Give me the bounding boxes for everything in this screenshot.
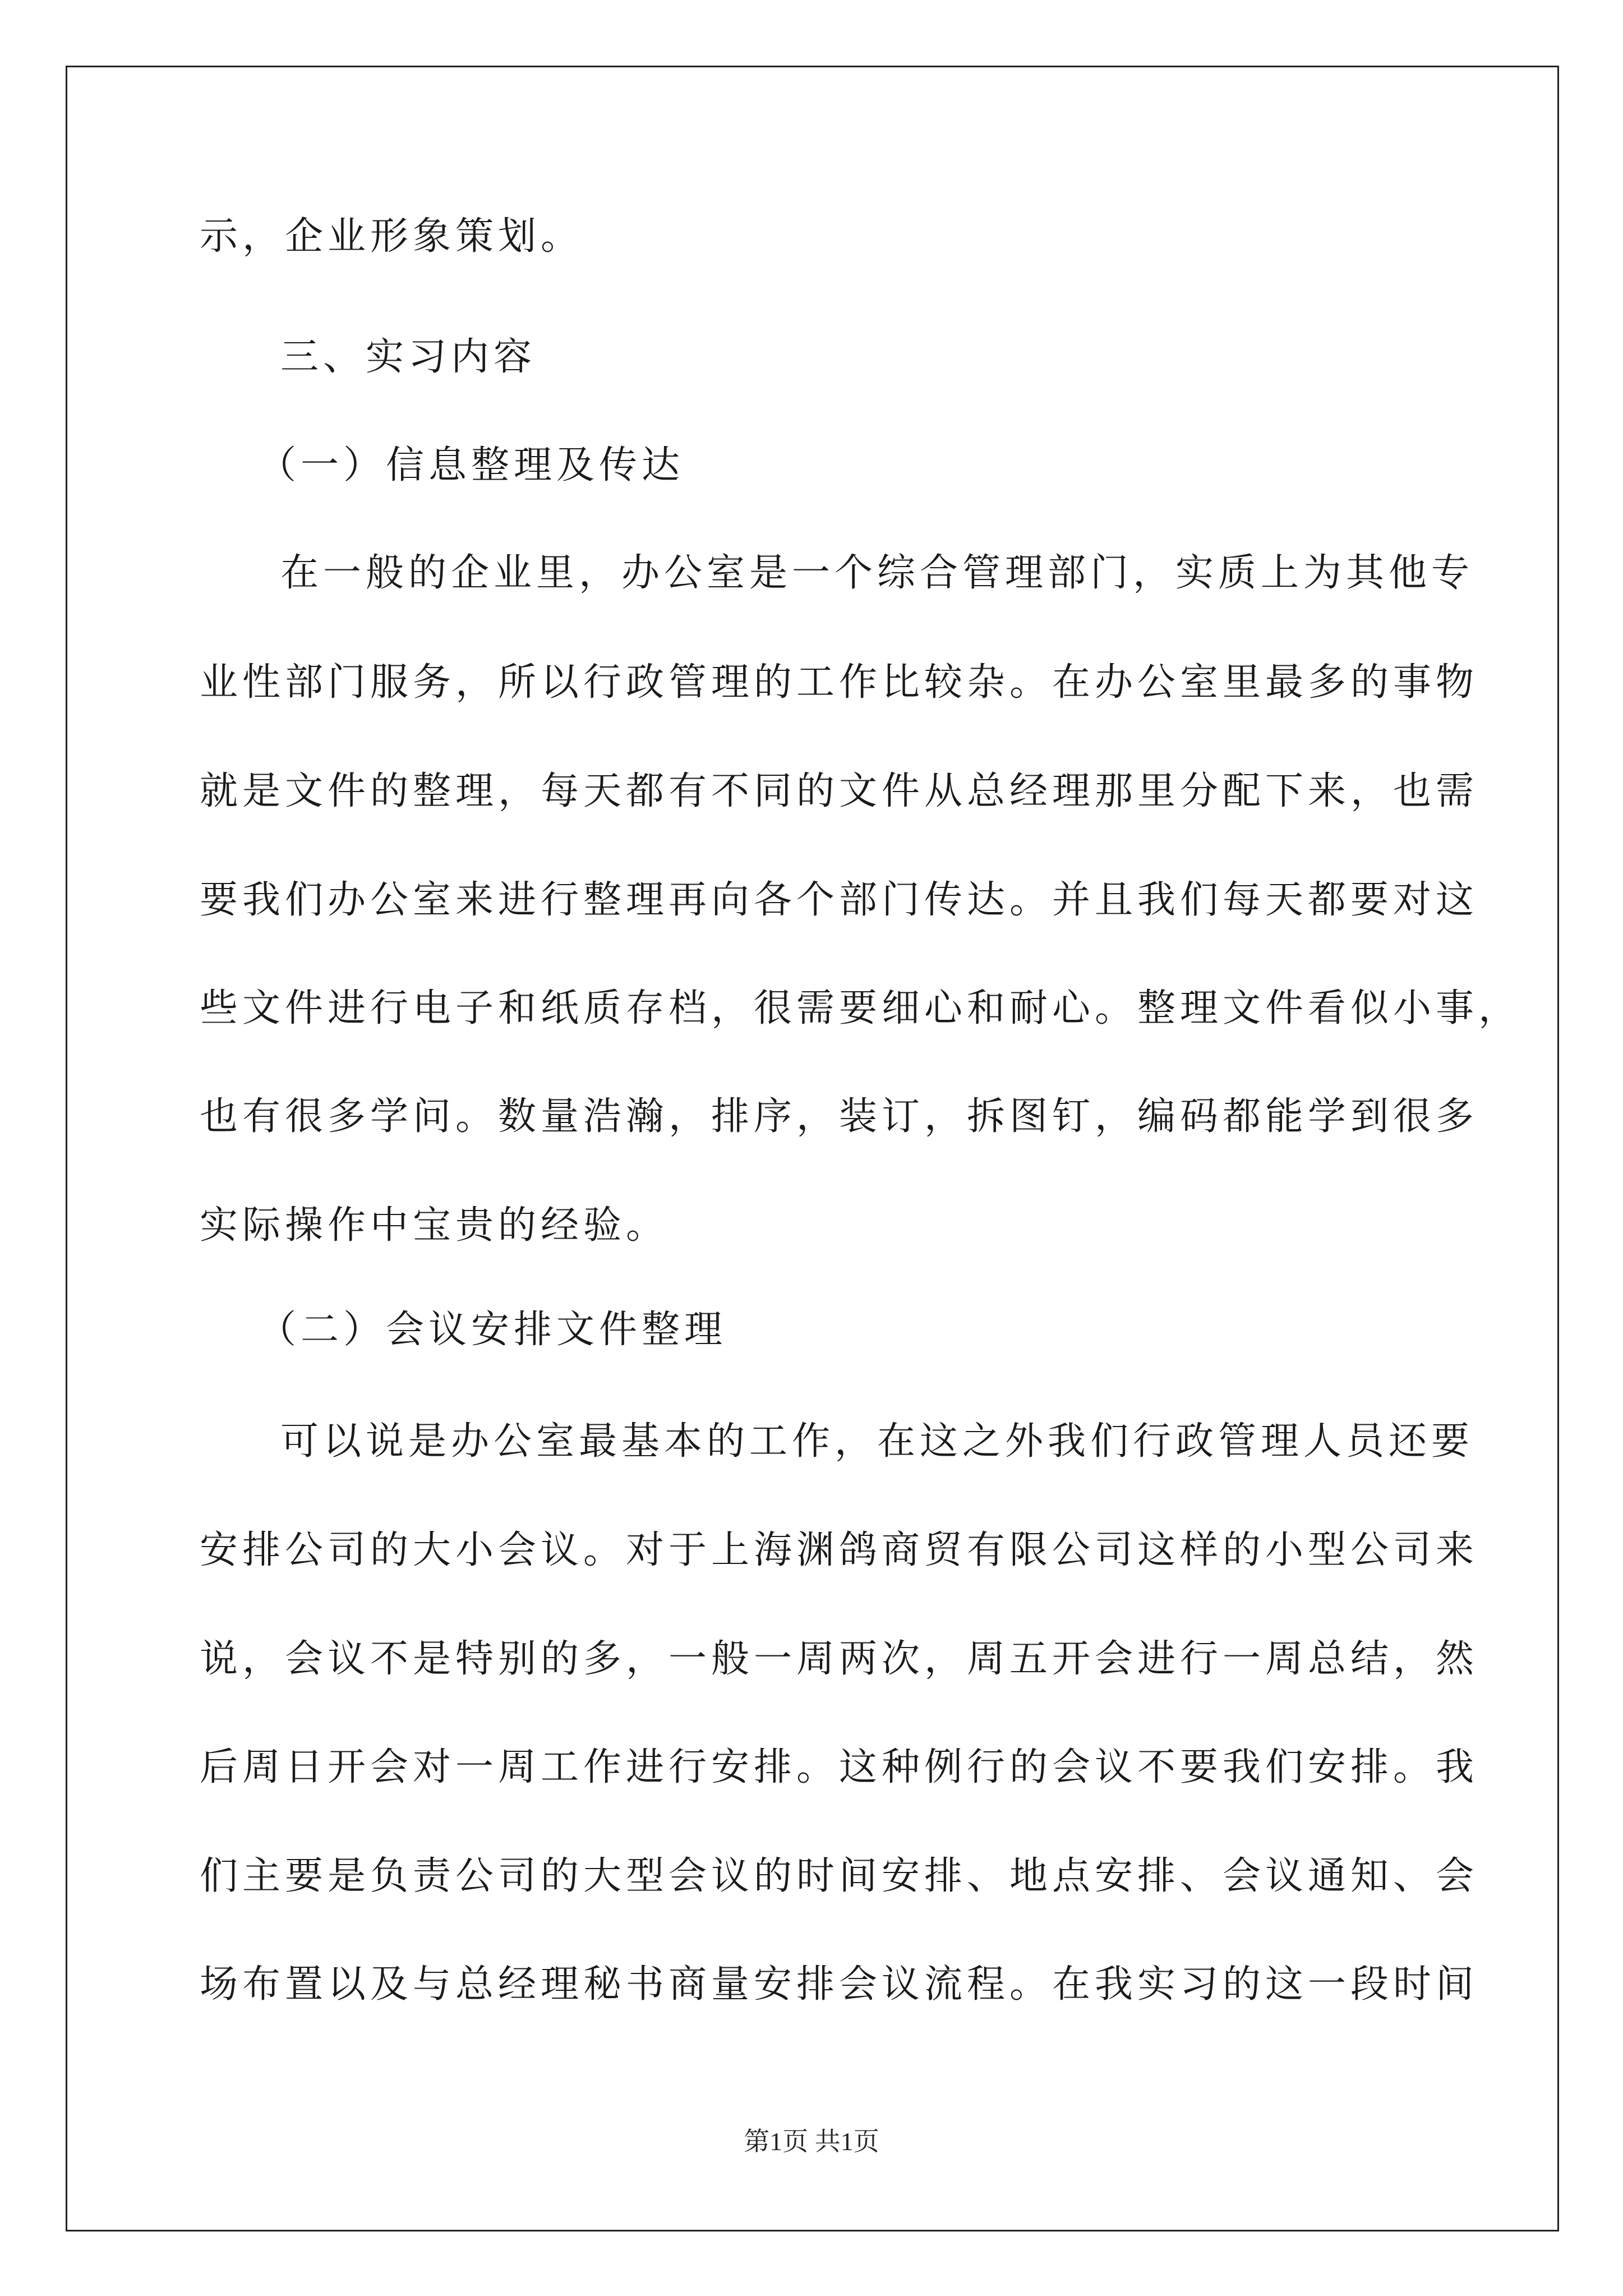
text-line: 些文件进行电子和纸质存档，很需要细心和耐心。整理文件看似小事， xyxy=(200,986,1521,1030)
text-line: 说，会议不是特别的多，一般一周两次，周五开会进行一周总结，然 xyxy=(200,1637,1479,1681)
subsection-heading: （一）信息整理及传达 xyxy=(258,443,685,487)
text-line: 要我们办公室来进行整理再向各个部门传达。并且我们每天都要对这 xyxy=(200,878,1479,922)
text-line: 就是文件的整理，每天都有不同的文件从总经理那里分配下来，也需 xyxy=(200,769,1479,813)
page-number: 第1页 共1页 xyxy=(744,2127,879,2156)
text-line: 安排公司的大小会议。对于上海渊鸽商贸有限公司这样的小型公司来 xyxy=(200,1528,1479,1572)
text-line: 实际操作中宝贵的经验。 xyxy=(200,1203,669,1248)
text-line: 也有很多学问。数量浩瀚，排序，装订，拆图钉，编码都能学到很多 xyxy=(200,1094,1479,1139)
text-line: 业性部门服务，所以行政管理的工作比较杂。在办公室里最多的事物 xyxy=(200,660,1479,705)
text-line: 后周日开会对一周工作进行安排。这种例行的会议不要我们安排。我 xyxy=(200,1745,1479,1789)
section-heading: 三、实习内容 xyxy=(280,335,537,379)
page-border xyxy=(66,66,1559,2231)
subsection-heading: （二）会议安排文件整理 xyxy=(258,1308,727,1352)
text-line: 在一般的企业里，办公室是一个综合管理部门，实质上为其他专 xyxy=(280,551,1474,595)
text-line: 可以说是办公室最基本的工作，在这之外我们行政管理人员还要 xyxy=(280,1419,1474,1464)
text-line: 场布置以及与总经理秘书商量安排会议流程。在我实习的这一段时间 xyxy=(200,1962,1479,2007)
text-line: 们主要是负责公司的大型会议的时间安排、地点安排、会议通知、会 xyxy=(200,1854,1479,1898)
text-line: 示，企业形象策划。 xyxy=(200,214,584,259)
